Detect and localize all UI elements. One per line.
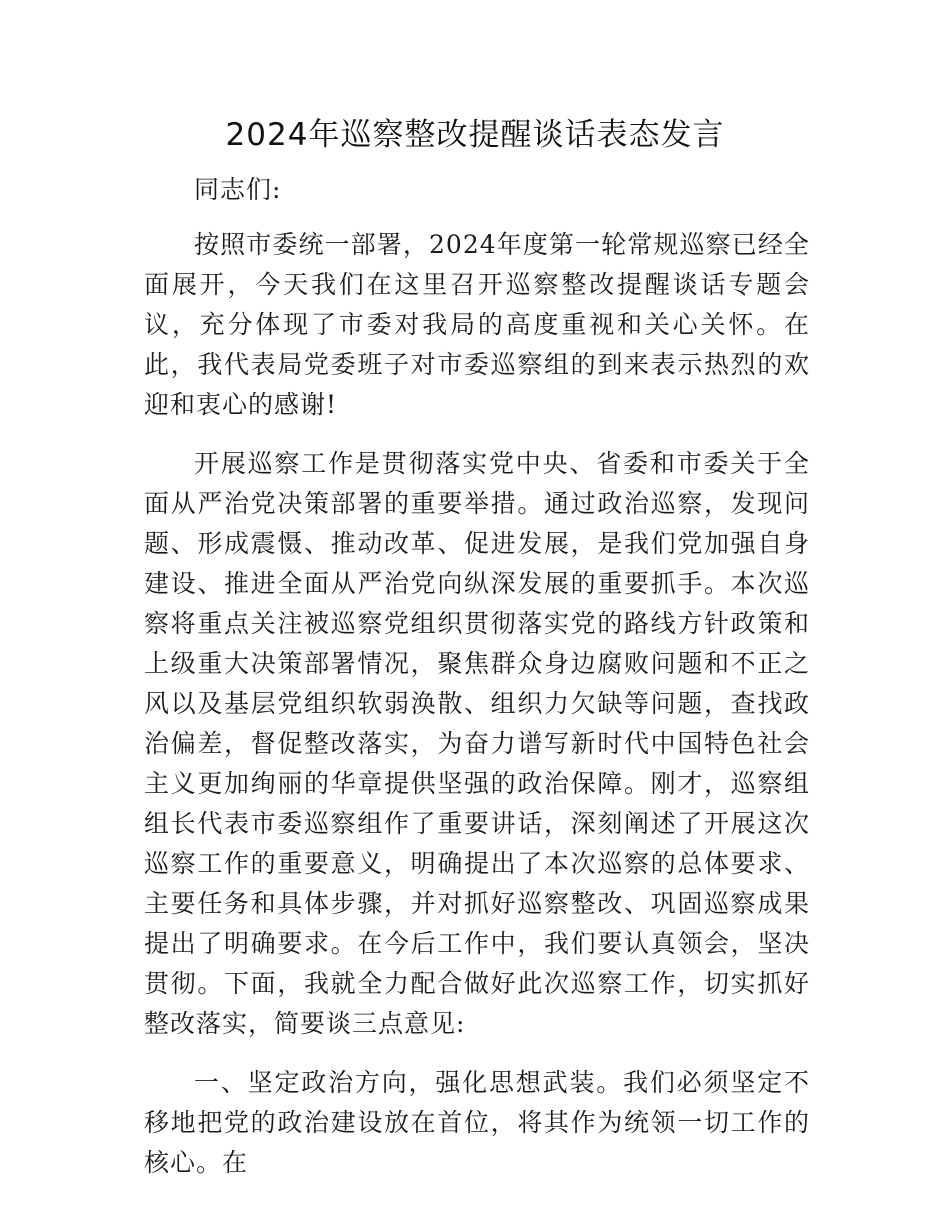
document-title: 2024年巡察整改提醒谈话表态发言	[225, 117, 725, 153]
paragraph-inspection-significance: 开展巡察工作是贯彻落实党中央、省委和市委关于全面从严治党决策部署的重要举措。通过政治巡察，发现问题、形成震慑、推动改革、促进发展，是我们党加强自身建设、推进全面从严治党向纵深发展的重要抓手。本次巡察将重点关注被巡察党组织贯彻落实党的路线方针政策和上级重大决策部署情况，聚焦群众身边腐败问题和不正之风以及基层党组织软弱涣散、组织力欠缺等问题，查找政治偏差，督促整改落实，为奋力谱写新时代中国特色社会主义更加绚丽的华章提供坚强的政治保障。刚才，巡察组组长代表市委巡察组作了重要讲话，深刻阐述了开展这次巡察工作的重要意义，明确提出了本次巡察的总体要求、主要任务和具体步骤，并对抓好巡察整改、巩固巡察成果提出了明确要求。在今后工作中，我们要认真领会，坚决贯彻。下面，我就全力配合做好此次巡察工作，切实抓好整改落实，简要谈三点意见:	[144, 449, 810, 1038]
greeting: 同志们:	[194, 175, 282, 204]
paragraph-point-one: 一、坚定政治方向，强化思想武装。我们必须坚定不移地把党的政治建设放在首位，将其作为统领一切工作的核心。在	[144, 1068, 810, 1177]
paragraph-intro: 按照市委统一部署，2024年度第一轮常规巡察已经全面展开，今天我们在这里召开巡察整改提醒谈话专题会议，充分体现了市委对我局的高度重视和关心关怀。在此，我代表局党委班子对市委巡察组的到来表示热烈的欢迎和衷心的感谢!	[144, 230, 810, 419]
document-body	[144, 170, 810, 1183]
